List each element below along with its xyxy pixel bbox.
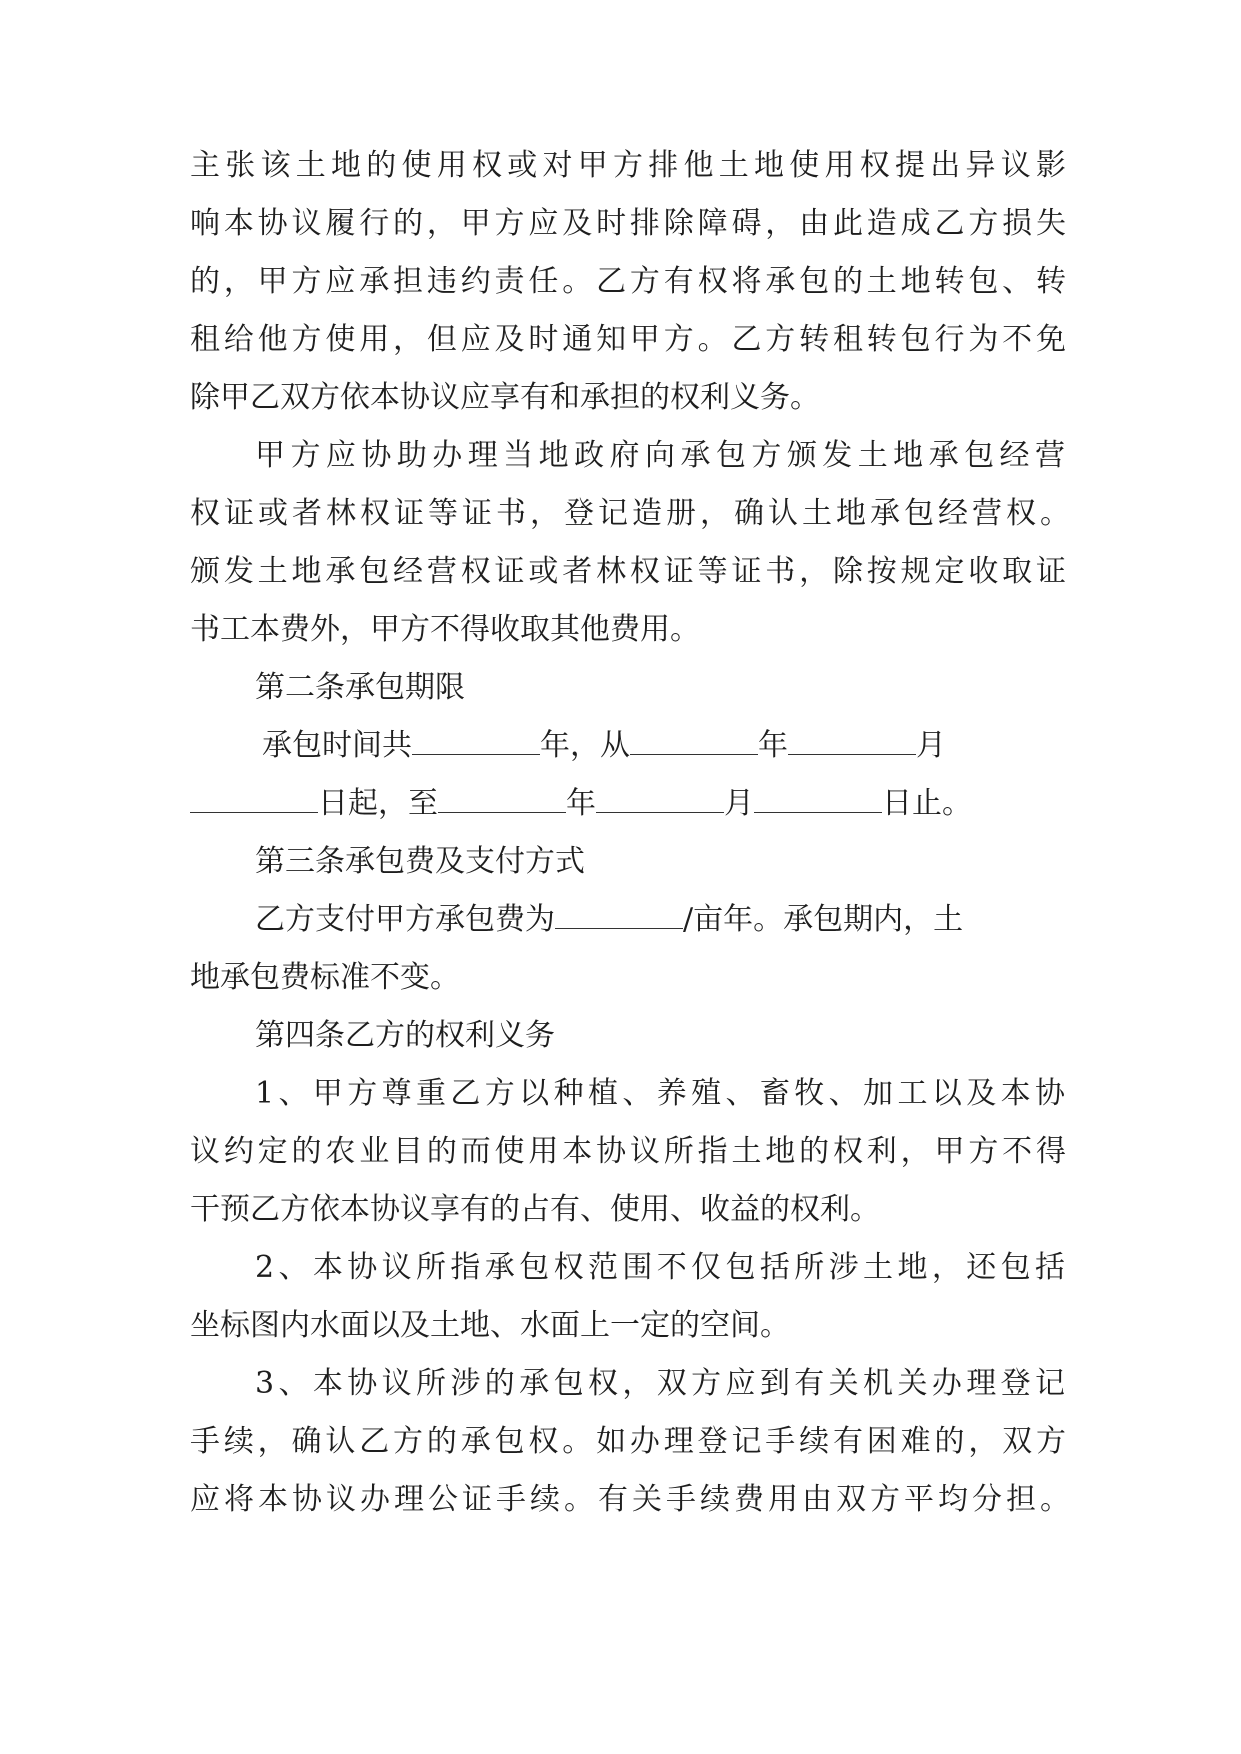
section-heading-rights: 第四条乙方的权利义务 bbox=[255, 1018, 555, 1053]
term-text: 年 bbox=[758, 728, 788, 763]
body-line: 手续，确认乙方的承包权。如办理登记手续有困难的，双方 bbox=[190, 1424, 1066, 1459]
blank-end-day[interactable] bbox=[754, 786, 882, 813]
section-heading-fee: 第三条承包费及支付方式 bbox=[255, 844, 585, 879]
body-line: 干预乙方依本协议享有的占有、使用、收益的权利。 bbox=[190, 1192, 880, 1227]
term-text: 承包时间共 bbox=[262, 728, 412, 763]
body-line: 地承包费标准不变。 bbox=[190, 960, 460, 995]
blank-years[interactable] bbox=[412, 728, 540, 755]
body-line: 响本协议履行的，甲方应及时排除障碍，由此造成乙方损失 bbox=[190, 206, 1066, 241]
body-line: 应将本协议办理公证手续。有关手续费用由双方平均分担。 bbox=[190, 1482, 1070, 1517]
fee-fill-line bbox=[255, 900, 963, 940]
blank-end-year[interactable] bbox=[438, 786, 566, 813]
term-text: 年，从 bbox=[540, 728, 630, 763]
blank-fee-amount[interactable] bbox=[555, 902, 683, 929]
fee-text: 乙方支付甲方承包费为 bbox=[255, 902, 555, 937]
blank-end-month[interactable] bbox=[596, 786, 724, 813]
blank-start-month[interactable] bbox=[788, 728, 916, 755]
term-text: 月 bbox=[916, 728, 946, 763]
term-fill-line-2 bbox=[190, 784, 972, 824]
fee-text: /亩年。承包期内，土 bbox=[683, 902, 964, 937]
body-line: 的，甲方应承担违约责任。乙方有权将承包的土地转包、转 bbox=[190, 264, 1066, 299]
body-line: 坐标图内水面以及土地、水面上一定的空间。 bbox=[190, 1308, 790, 1343]
clause-3-line: 3、本协议所涉的承包权，双方应到有关机关办理登记 bbox=[255, 1366, 1065, 1401]
blank-start-year[interactable] bbox=[630, 728, 758, 755]
body-line: 除甲乙双方依本协议应享有和承担的权利义务。 bbox=[190, 380, 820, 415]
section-heading-term: 第二条承包期限 bbox=[255, 670, 465, 705]
clause-2-line: 2、本协议所指承包权范围不仅包括所涉土地，还包括 bbox=[255, 1250, 1065, 1285]
body-line: 颁发土地承包经营权证或者林权证等证书，除按规定收取证 bbox=[190, 554, 1066, 589]
clause-1-line: 1、甲方尊重乙方以种植、养殖、畜牧、加工以及本协 bbox=[255, 1076, 1065, 1111]
body-line: 主张该土地的使用权或对甲方排他土地使用权提出异议影 bbox=[190, 148, 1066, 183]
term-fill-line-1 bbox=[262, 726, 946, 766]
body-line: 权证或者林权证等证书，登记造册，确认土地承包经营权。 bbox=[190, 496, 1070, 531]
body-line: 议约定的农业目的而使用本协议所指土地的权利，甲方不得 bbox=[190, 1134, 1066, 1169]
term-text: 日止。 bbox=[882, 786, 972, 821]
body-line: 租给他方使用，但应及时通知甲方。乙方转租转包行为不免 bbox=[190, 322, 1066, 357]
paragraph-start-line: 甲方应协助办理当地政府向承包方颁发土地承包经营 bbox=[255, 438, 1065, 473]
body-line: 书工本费外，甲方不得收取其他费用。 bbox=[190, 612, 700, 647]
term-text: 日起，至 bbox=[318, 786, 438, 821]
term-text: 月 bbox=[724, 786, 754, 821]
blank-start-day[interactable] bbox=[190, 786, 318, 813]
term-text: 年 bbox=[566, 786, 596, 821]
